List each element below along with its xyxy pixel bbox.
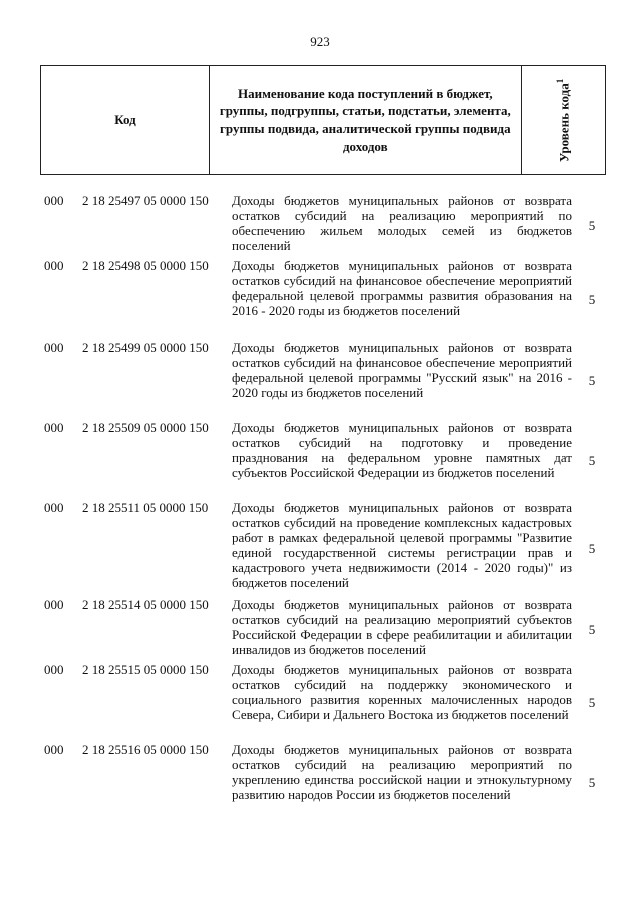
code-level: 5 [588, 372, 596, 388]
table-row [40, 258, 606, 340]
table-row [40, 500, 606, 597]
table-row [40, 662, 606, 742]
revenue-code: 2 18 25497 05 0000 150 [82, 193, 209, 208]
revenue-code: 2 18 25499 05 0000 150 [82, 340, 209, 355]
table-row [40, 340, 606, 420]
page-number: 923 [310, 34, 330, 49]
revenue-name: Доходы бюджетов муниципальных районов от возврата остатков субсидий на проведение комплексных кадастровых работ в рамках федеральной целевой программы "Развитие единой государственной системы регистрации прав и кадастрового учета недвижимости (2014 - 2020 годы)" из бюджетов поселений [232, 500, 572, 590]
revenue-name: Доходы бюджетов муниципальных районов от возврата остатков субсидий на реализацию мероприятий по укреплению единства российской нации и этнокультурному развитию народов России из бюджетов поселений [232, 742, 572, 802]
admin-code: 000 [44, 500, 64, 515]
table-row [40, 742, 606, 822]
admin-code: 000 [44, 193, 64, 208]
table-row [40, 597, 606, 662]
revenue-name: Доходы бюджетов муниципальных районов от возврата остатков субсидий на поддержку экономического и социального развития коренных малочисленных народов Севера, Сибири и Дальнего Востока из бюджетов поселений [232, 662, 572, 722]
revenue-code: 2 18 25511 05 0000 150 [82, 500, 209, 515]
admin-code: 000 [44, 420, 64, 435]
code-level: 5 [588, 622, 596, 637]
revenue-name: Доходы бюджетов муниципальных районов от возврата остатков субсидий на реализацию мероприятий по обеспечению жильем молодых семей из бюджетов поселений [232, 193, 572, 253]
admin-code: 000 [44, 340, 64, 355]
code-level: 5 [588, 774, 596, 790]
revenue-name: Доходы бюджетов муниципальных районов от возврата остатков субсидий на подготовку и проведение празднования на федеральном уровне памятных дат субъектов Российской Федерации из бюджетов поселений [232, 420, 572, 480]
header-name: Наименование кода поступлений в бюджет, группы, подгруппы, статьи, подстатьи, элемента, группы подвида, аналитической группы подвида доходов [210, 66, 522, 174]
header-level-footnote: 1 [554, 78, 565, 83]
header-level [522, 66, 605, 174]
revenue-name: Доходы бюджетов муниципальных районов от возврата остатков субсидий на финансовое обеспечение мероприятий федеральной целевой программы "Русский язык" на 2016 - 2020 годы из бюджетов поселений [232, 340, 572, 400]
revenue-code: 2 18 25515 05 0000 150 [82, 662, 209, 677]
revenue-code: 2 18 25498 05 0000 150 [82, 258, 209, 273]
code-level: 5 [588, 452, 596, 468]
table-row [40, 420, 606, 500]
code-level: 5 [588, 291, 596, 307]
admin-code: 000 [44, 742, 64, 757]
admin-code: 000 [44, 662, 64, 677]
table-row [40, 193, 606, 258]
revenue-code: 2 18 25509 05 0000 150 [82, 420, 209, 435]
revenue-code: 2 18 25516 05 0000 150 [82, 742, 209, 757]
code-level: 5 [588, 218, 596, 233]
table-header [40, 65, 606, 175]
header-level-label [554, 78, 573, 161]
header-code: Код [41, 66, 210, 174]
admin-code: 000 [44, 597, 64, 612]
revenue-name: Доходы бюджетов муниципальных районов от возврата остатков субсидий на финансовое обеспечение мероприятий федеральной целевой программы развития образования на 2016 - 2020 годы из бюджетов поселений [232, 258, 572, 318]
table-body [40, 193, 606, 822]
revenue-code: 2 18 25514 05 0000 150 [82, 597, 209, 612]
revenue-name: Доходы бюджетов муниципальных районов от возврата остатков субсидий на реализацию мероприятий субъектов Российской Федерации в сфере реабилитации и абилитации инвалидов из бюджетов поселений [232, 597, 572, 657]
admin-code: 000 [44, 258, 64, 273]
code-level: 5 [588, 541, 596, 556]
code-level: 5 [588, 694, 596, 710]
header-level-text: Уровень кода [556, 82, 572, 162]
